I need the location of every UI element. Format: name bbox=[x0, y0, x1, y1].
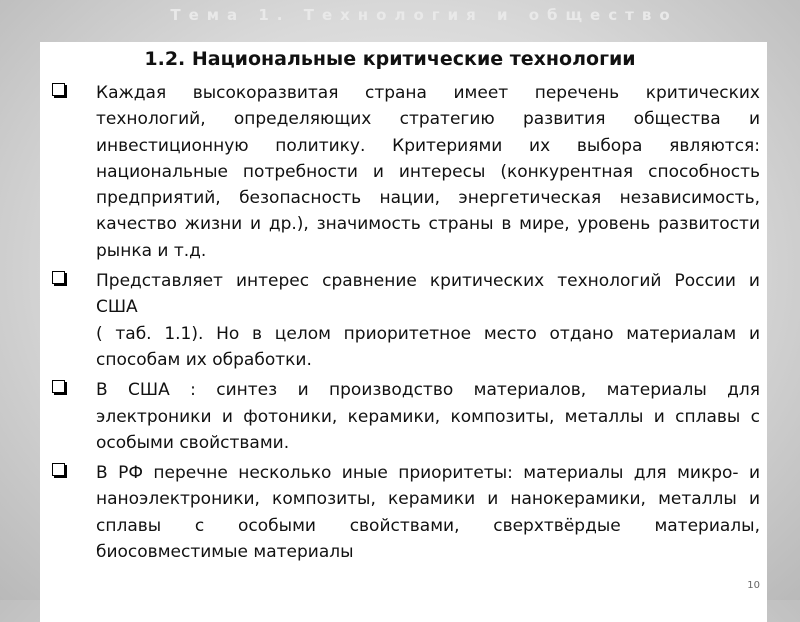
bullet-list bbox=[52, 80, 760, 565]
bullet-text: В США : синтез и производство материалов, материалы для электроники и фотоники, керамики, композиты, металлы и сплавы с особыми свойствами. bbox=[96, 380, 760, 453]
bullet-item bbox=[52, 268, 760, 373]
page-number: 10 bbox=[747, 580, 760, 591]
bullet-text: Представляет интерес сравнение критических технологий России и США bbox=[96, 271, 760, 318]
bullet-text: В РФ перечне несколько иные приоритеты: материалы для микро- и наноэлектроники, композиты, керамики и нанокерамики, металлы и сплавы с особыми свойствами, сверхтвёрдые материалы, биосовместимые материалы bbox=[96, 463, 760, 563]
slide-title: 1.2. Национальные критические технологии bbox=[144, 48, 636, 70]
bullet-item bbox=[52, 80, 760, 264]
square-bullet-icon bbox=[52, 271, 65, 284]
square-bullet-icon bbox=[52, 463, 65, 476]
bullet-text: Каждая высокоразвитая страна имеет перечень критических технологий, определяющих стратегию развития общества и инвестиционную политику. Критериями их выбора являются: национальные потребности и интересы (конкурентная способность предприятий, безопасность нации, энергетическая независимость, качество жизни и др.), значимость страны в мире, уровень развитости рынка и т.д. bbox=[96, 83, 760, 261]
square-bullet-icon bbox=[52, 380, 65, 393]
bullet-item bbox=[52, 377, 760, 456]
bullet-item bbox=[52, 460, 760, 565]
square-bullet-icon bbox=[52, 83, 65, 96]
slide-topic-header: Тема 1. Технология и общество bbox=[170, 6, 678, 24]
bullet-text-continued: ( таб. 1.1). Но в целом приоритетное место отдано материалам и способам их обработки. bbox=[96, 323, 760, 370]
